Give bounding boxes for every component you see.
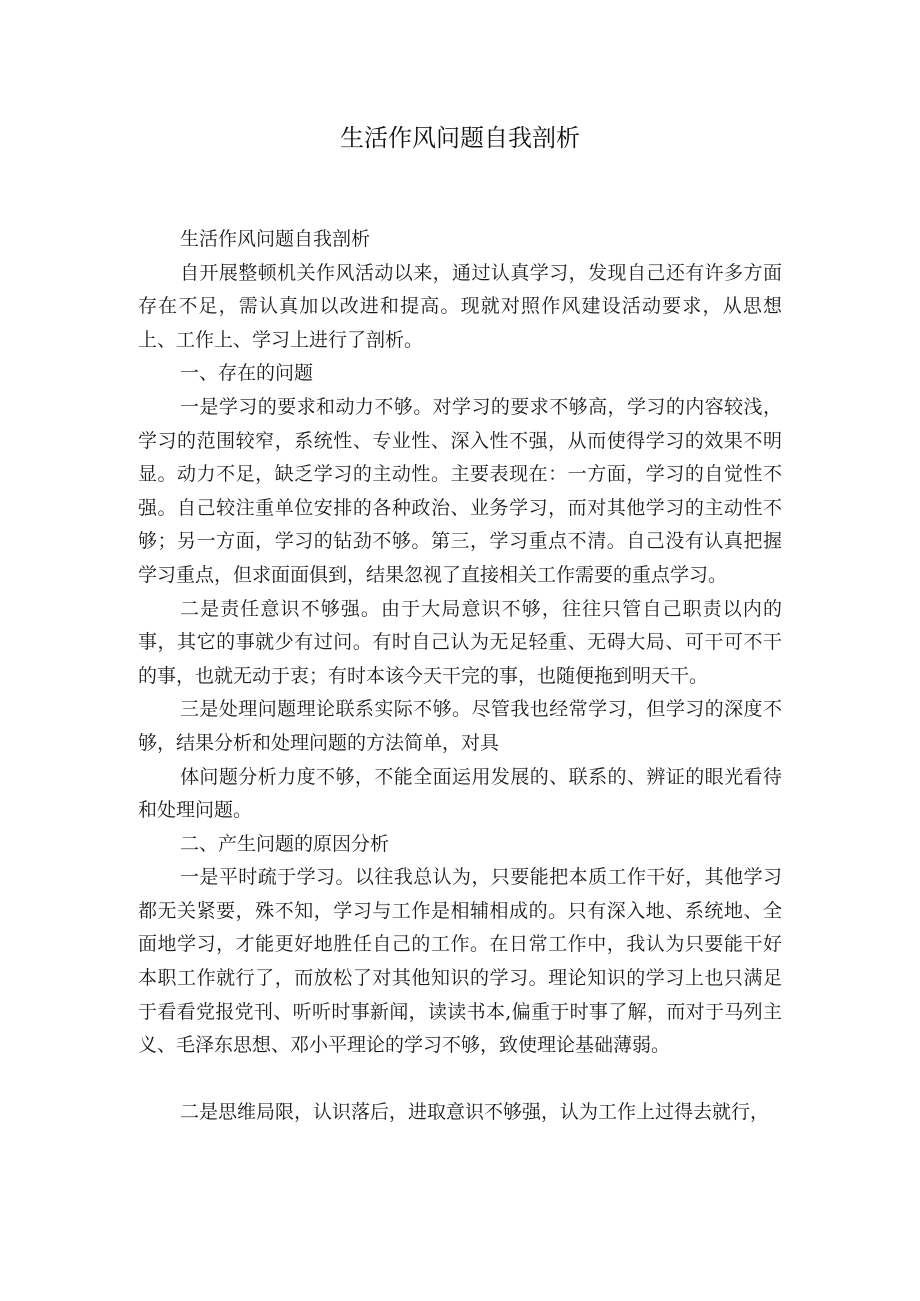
document-body (138, 223, 782, 1129)
problem-3-continued-paragraph: 体问题分析力度不够，不能全面运用发展的、联系的、辨证的眼光看待和处理问题。 (138, 765, 782, 822)
section-heading-problems: 一、存在的问题 (180, 362, 314, 385)
problem-2-paragraph: 二是责任意识不够强。由于大局意识不够，往往只管自己职责以内的事，其它的事就少有过问。有时自己认为无足轻重、无碍大局、可干可不干的事，也就无动于衷；有时本该今天干完的事，也随便拖到明天干。 (138, 597, 782, 687)
cause-1-paragraph: 一是平时疏于学习。以往我总认为，只要能把本质工作干好，其他学习都无关紧要，殊不知，学习与工作是相辅相成的。只有深入地、系统地、全面地学习，才能更好地胜任自己的工作。在日常工作中，我认为只要能干好本职工作就行了，而放松了对其他知识的学习。理论知识的学习上也只满足于看看党报党刊、听听时事新闻，读读书本,偏重于时事了解，而对于马列主义、毛泽东思想、邓小平理论的学习不够，致使理论基础薄弱。 (138, 866, 782, 1057)
cause-2-paragraph: 二是思维局限，认识落后，进取意识不够强，认为工作上过得去就行， (180, 1100, 770, 1123)
subtitle-paragraph: 生活作风问题自我剖析 (180, 228, 371, 250)
intro-paragraph: 自开展整顿机关作风活动以来，通过认真学习，发现自己还有许多方面存在不足，需认真加以改进和提高。现就对照作风建设活动要求，从思想上、工作上、学习上进行了剖析。 (138, 261, 782, 351)
problem-3-paragraph: 三是处理问题理论联系实际不够。尽管我也经常学习，但学习的深度不够，结果分析和处理问题的方法简单，对具 (138, 698, 782, 754)
document-title: 生活作风问题自我剖析 (340, 124, 580, 152)
problem-1-paragraph: 一是学习的要求和动力不够。对学习的要求不够高，学习的内容较浅，学习的范围较窄，系统性、专业性、深入性不强，从而使得学习的效果不明显。动力不足，缺乏学习的主动性。主要表现在：一方面，学习的自觉性不强。自己较注重单位安排的各种政治、业务学习，而对其他学习的主动性不够；另一方面，学习的钻劲不够。第三，学习重点不清。自己没有认真把握学习重点，但求面面俱到，结果忽视了直接相关工作需要的重点学习。 (138, 395, 782, 586)
section-heading-causes: 二、产生问题的原因分析 (180, 832, 390, 855)
